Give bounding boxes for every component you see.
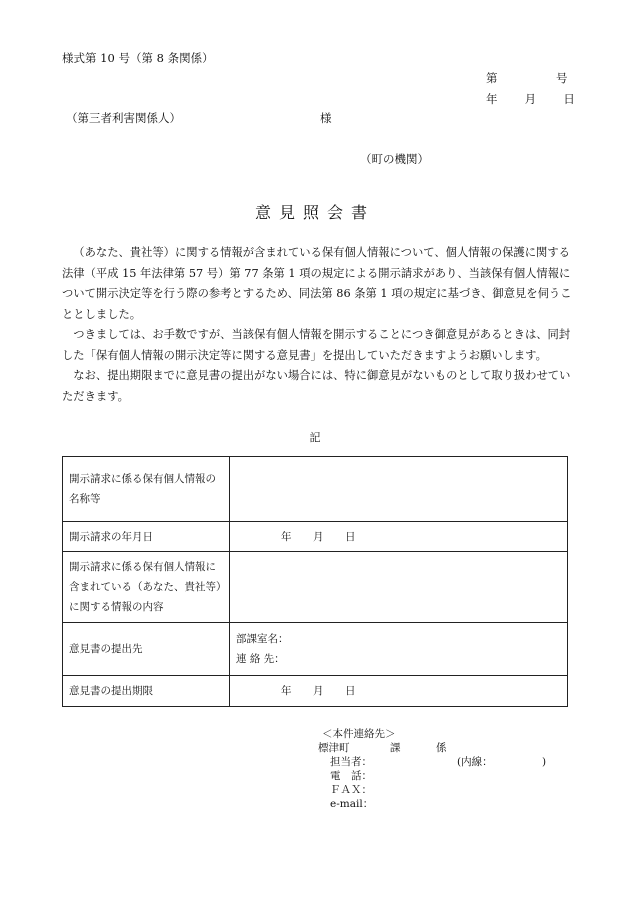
row-label-deadline: 意見書の提出期限 <box>63 676 230 707</box>
row-label-info-content: 開示請求に係る保有個人情報に含まれている（あなた、貴社等）に関する情報の内容 <box>63 552 230 623</box>
contact-heading: ＜本件連絡先＞ <box>322 728 396 740</box>
fax-label: ＦＡＸ： <box>330 784 372 796</box>
phone-label: 電 話： <box>330 770 372 782</box>
request-date-value <box>230 522 568 552</box>
contact-person-line <box>322 755 546 769</box>
table-row <box>63 552 568 623</box>
paragraph: （あなた、貴社等）に関する情報が含まれている保有個人情報について、個人情報の保護に関する法律（平成 15 年法律第 57 号）第 77 条第 1 項の規定による開示請求があり、当該保有個人情報について開示決定等を行う際の参考とするため、同法第 86 条第 1 項の規定に基づき、御意見を伺うこととしました。 <box>62 246 572 321</box>
info-content-value <box>230 552 568 623</box>
table-row <box>63 522 568 552</box>
email-label: e-mail： <box>330 798 374 810</box>
table-row <box>63 676 568 707</box>
date-month: 月 <box>524 92 537 106</box>
row-label-info-name: 開示請求に係る保有個人情報の名称等 <box>63 457 230 522</box>
paragraph: なお、提出期限までに意見書の提出がない場合には、特に御意見がないものとして取り扱わせていただきます。 <box>62 369 571 403</box>
dept-label: 部課室名： <box>236 633 289 645</box>
contact-ka: 課 <box>390 742 401 754</box>
sender: （町の機関） <box>360 152 429 166</box>
submission-to-value <box>230 623 568 676</box>
request-year: 年 <box>281 530 292 543</box>
extension-close: ) <box>542 756 547 768</box>
row-label-request-date: 開示請求の年月日 <box>63 522 230 552</box>
deadline-day: 日 <box>345 685 356 697</box>
addressee: （第三者利害関係人） <box>66 111 181 125</box>
form-number: 様式第 10 号（第 8 条関係） <box>62 51 214 65</box>
person-label: 担当者： <box>330 756 372 768</box>
document-number <box>486 70 568 86</box>
document-date <box>486 91 575 107</box>
contact-block <box>318 727 547 811</box>
deadline-month: 月 <box>313 685 324 697</box>
table-row <box>63 457 568 522</box>
request-month: 月 <box>313 530 324 543</box>
info-name-value <box>230 457 568 522</box>
doc-number-prefix: 第 <box>486 71 498 85</box>
contact-label: 連 絡 先： <box>236 653 285 665</box>
date-day: 日 <box>563 92 575 106</box>
contact-dept-line <box>318 741 546 755</box>
deadline-value <box>230 676 568 707</box>
date-year: 年 <box>486 92 498 106</box>
paragraph: つきましては、お手数ですが、当該保有個人情報を開示することにつき御意見があるときは、同封した「保有個人情報の開示決定等に関する意見書」を提出していただきますようお願いします。 <box>62 328 571 362</box>
ki-heading: 記 <box>309 431 321 444</box>
contact-kakari: 係 <box>436 742 447 754</box>
body-text <box>62 243 572 407</box>
honorific: 様 <box>320 111 332 125</box>
info-table <box>62 456 568 707</box>
request-day: 日 <box>345 530 356 543</box>
table-row <box>63 623 568 676</box>
page-title: 意見照会書 <box>254 203 375 222</box>
doc-number-suffix: 号 <box>556 71 568 85</box>
row-label-submission-to: 意見書の提出先 <box>63 623 230 676</box>
extension-label: (内線： <box>457 756 493 768</box>
contact-town: 標津町 <box>318 742 350 754</box>
deadline-year: 年 <box>281 685 292 697</box>
